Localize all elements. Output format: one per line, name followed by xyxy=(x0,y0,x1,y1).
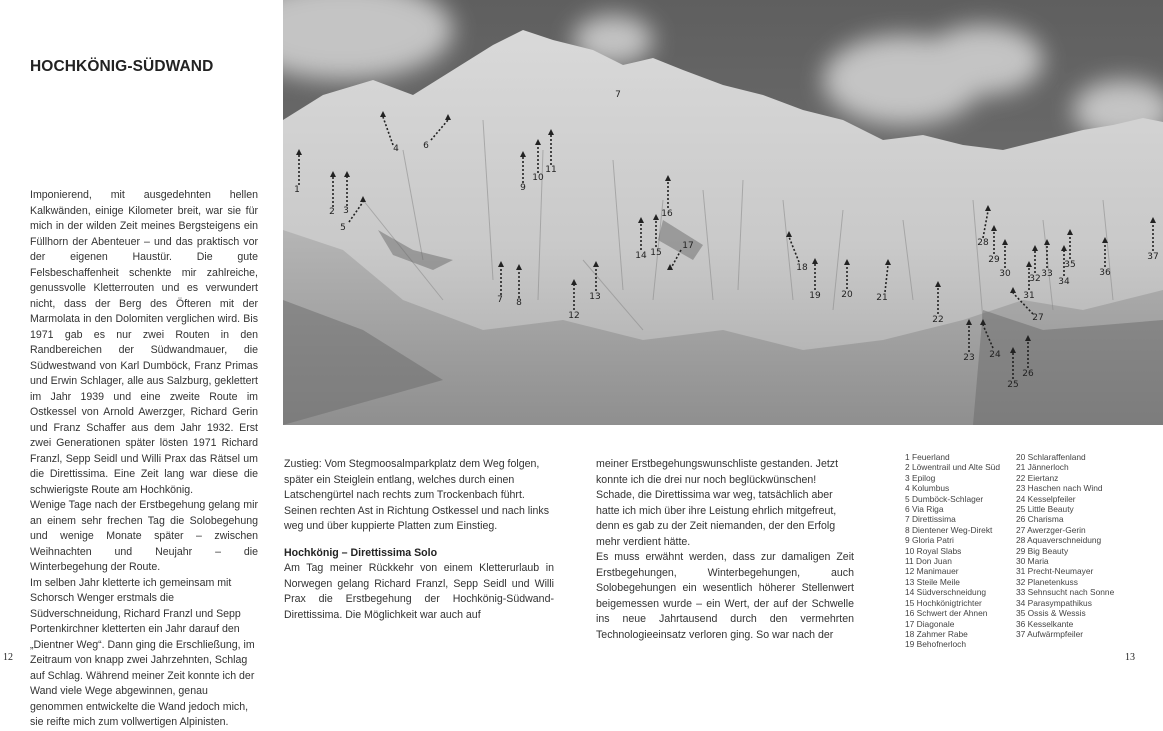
route-number-label: 30 xyxy=(999,269,1011,279)
route-legend-item: 1 Feuerland xyxy=(905,452,950,462)
route-legend-item: 9 Gloria Patri xyxy=(905,535,954,546)
route-number-label: 26 xyxy=(1022,369,1034,379)
route-number-label: 25 xyxy=(1007,380,1019,390)
route-number-label: 34 xyxy=(1058,277,1070,287)
route-number-label: 15 xyxy=(650,248,662,258)
route-legend-item: 5 Dumböck-Schlager xyxy=(905,493,984,504)
route-legend-item: 16 Schwert der Ahnen xyxy=(905,608,988,619)
route-topo-image xyxy=(283,0,1163,425)
route-legend-item: 17 Diagonale xyxy=(905,618,955,629)
route-number-label: 1 xyxy=(294,185,300,195)
route-number-label: 5 xyxy=(340,223,346,233)
route-number-label: 11 xyxy=(545,165,557,175)
route-legend-item: 31 Precht-Neumayer xyxy=(1016,566,1094,577)
route-number-label: 10 xyxy=(532,173,544,183)
route-number-label: 29 xyxy=(988,255,1000,265)
page-title: HOCHKÖNIG-SÜDWAND xyxy=(30,58,214,75)
route-legend-item: 6 Via Riga xyxy=(905,504,944,515)
route-number-label: 23 xyxy=(963,353,975,363)
route-number-label: 35 xyxy=(1064,260,1076,270)
route-legend-item: 27 Awerzger-Gerin xyxy=(1016,524,1086,535)
page-number-right: 13 xyxy=(1125,652,1135,663)
route-number-label: 2 xyxy=(329,207,335,217)
route-number-label: 36 xyxy=(1099,268,1111,278)
route-legend-item: 18 Zahmer Rabe xyxy=(905,628,968,639)
route-number-label: 7 xyxy=(497,295,503,305)
route-number-label: 18 xyxy=(796,263,808,273)
route-number-label: 37 xyxy=(1147,252,1159,262)
route-legend-item: 33 Sehnsucht nach Sonne xyxy=(1016,587,1115,598)
route-legend-item: 13 Steile Meile xyxy=(905,576,960,587)
route-number-label: 24 xyxy=(989,350,1001,360)
route-legend-item: 37 Aufwärmpfeiler xyxy=(1016,628,1084,639)
route-legend-right xyxy=(1016,452,1114,639)
page-number-left: 12 xyxy=(3,652,13,663)
route-number-label: 9 xyxy=(520,183,526,193)
intro-text-column xyxy=(30,188,258,731)
route-legend-item: 25 Little Beauty xyxy=(1016,504,1074,515)
route-number-label: 6 xyxy=(423,141,429,151)
route-legend-item: 22 Eiertanz xyxy=(1016,472,1059,483)
route-number-label: 17 xyxy=(682,241,694,251)
paragraph: Im selben Jahr kletterte ich gemeinsam mit Schorsch Wenger erstmals die Südverschneidung, Richard Franzl und Sepp Portenkirchner kletterten ein Jahr darauf den „Dientner Weg“. Dann ging die Erschließung, im Zeitraum von knapp zwei Jahrzehnten, Schlag auf Schlag. Während meiner Zeit konnte ich der Wand viele Wege abgewinnen, genau genommen entwickelte die Wand jedoch mich, sie reifte mich zum vollwertigen Alpinisten. xyxy=(30,576,255,728)
route-number-label: 20 xyxy=(841,290,853,300)
route-legend-item: 20 Schlaraffenland xyxy=(1016,452,1086,462)
route-legend-item: 19 Behofnerloch xyxy=(905,639,966,650)
route-legend-item: 4 Kolumbus xyxy=(905,483,950,494)
route-legend-item: 7 Direttissima xyxy=(905,514,956,525)
mountain-photo xyxy=(283,0,1163,425)
route-legend-item: 23 Haschen nach Wind xyxy=(1016,483,1103,494)
paragraph: Wenige Tage nach der Erstbegehung gelang mir an einem sehr frechen Tag die Solobegehung und wenige Monate später – zwischen Weihnachten und Neujahr – die Winterbegehung der Route. xyxy=(30,499,258,573)
route-legend-item: 28 Aquaverschneidung xyxy=(1016,535,1102,546)
route-legend-item: 8 Dientener Weg-Direkt xyxy=(905,524,993,535)
route-legend-left xyxy=(905,452,1000,650)
paragraph: Es muss erwähnt werden, dass zur damaligen Zeit Erstbegehungen, Winterbegehungen, auch Solobegehungen ein wesentlich höherer Stellenwert beigemessen wurde – ein Wert, der auf der Schwelle ins neue Jahrtausend durch den vermehrten Technologieeinsatz verloren ging. So war nach der xyxy=(596,551,854,641)
section-heading: Hochkönig – Direttissima Solo xyxy=(284,546,438,559)
route-legend-item: 15 Hochkönigtrichter xyxy=(905,597,982,608)
route-legend-item: 32 Planetenkuss xyxy=(1016,576,1078,587)
route-number-label: 3 xyxy=(343,206,349,216)
approach-paragraph: Zustieg: Vom Stegmoosalmparkplatz dem Weg folgen, später ein Steiglein entlang, welches durch einen Latschengürtel nach rechts zum Trockenbach führt. Seinen rechten Ast in Richtung Ostkessel und nach links weg und über kuppierte Platten zum Einstieg. xyxy=(284,458,549,532)
route-legend-item: 11 Don Juan xyxy=(905,556,952,567)
route-legend-item: 12 Manimauer xyxy=(905,566,959,577)
route-legend-item: 26 Charisma xyxy=(1016,514,1064,525)
paragraph: meiner Erstbegehungswunschliste gestanden. Jetzt konnte ich die drei nur noch beglückwünschen! Schade, die Direttissima war weg, tatsächlich aber hatte ich mich über ihre Leistung ehrlich mitgefreut, denn es gab zu der Zeit niemanden, der den Erfolg mehr verdient hätte. xyxy=(596,458,839,548)
route-number-label: 32 xyxy=(1029,274,1041,284)
route-number-label: 19 xyxy=(809,291,821,301)
route-legend-item: 14 Südverschneidung xyxy=(905,587,987,598)
route-number-label: 13 xyxy=(589,292,601,302)
route-number-label: 12 xyxy=(568,311,580,321)
route-legend-item: 3 Epilog xyxy=(905,472,936,483)
route-number-label: 28 xyxy=(977,238,989,248)
route-legend-item: 29 Big Beauty xyxy=(1016,545,1069,556)
paragraph: Imponierend, mit ausgedehnten hellen Kalkwänden, einige Kilometer breit, war sie für mich in der wilden Zeit meines Bergsteigens ein Füllhorn der Abenteuer – und das praktisch vor der eigenen Haustür. Die gute Felsbeschaffenheit schenkte mir zahlreiche, genussvolle Kletterrouten und es verwundert nicht, dass der Berg des Öfteren mit der Marmolata in den Dolomiten verglichen wird. Bis 1971 gab es nur zwei Routen in den Randbereichen der Südwandmauer, die Südwestwand von Karl Dumböck, Franz Primas und Erwin Schlager, alle aus Salzburg, geklettert im Jahr 1939 und eine zweite Route im Ostkessel von Arnold Awerzger, Richard Gerin und Franz Schaffer aus dem Jahr 1932. Erst zwei Generationen später lösten 1971 Richard Franzl, Sepp Seidl und Willi Prax das Rätsel um die Direttissima. Eine Zeit lang war diese die schwierigste Route am Hochkönig. xyxy=(30,189,258,496)
paragraph: Am Tag meiner Rückkehr von einem Kletterurlaub in Norwegen gelang Richard Franzl, Sepp Seidl und Willi Prax die Erstbegehung der Hochkönig-Südwand-Direttissima. Die Möglichkeit war auch auf xyxy=(284,562,554,621)
route-number-label: 27 xyxy=(1032,313,1044,323)
route-number-label: 8 xyxy=(516,298,522,308)
story-text-column xyxy=(596,457,854,643)
route-number-label: 21 xyxy=(876,293,888,303)
route-legend-item: 30 Maria xyxy=(1016,556,1049,567)
route-legend-item: 2 Löwentrail und Alte Süd xyxy=(905,462,1000,473)
route-number-label: 14 xyxy=(635,251,647,261)
route-legend-item: 34 Parasympathikus xyxy=(1016,597,1092,608)
route-legend-item: 10 Royal Slabs xyxy=(905,545,962,556)
route-number-label: 22 xyxy=(932,315,944,325)
approach-text-column xyxy=(284,457,554,623)
route-number-label: 16 xyxy=(661,209,673,219)
route-legend-item: 36 Kesselkante xyxy=(1016,618,1074,629)
route-legend-item: 21 Jännerloch xyxy=(1016,462,1069,473)
route-legend-item: 35 Ossis & Wessis xyxy=(1016,608,1086,619)
route-number-label: 33 xyxy=(1041,269,1053,279)
route-number-label: 31 xyxy=(1023,291,1035,301)
route-number-label: 7 xyxy=(615,90,621,100)
route-legend-item: 24 Kesselpfeiler xyxy=(1016,493,1076,504)
route-number-label: 4 xyxy=(393,144,399,154)
